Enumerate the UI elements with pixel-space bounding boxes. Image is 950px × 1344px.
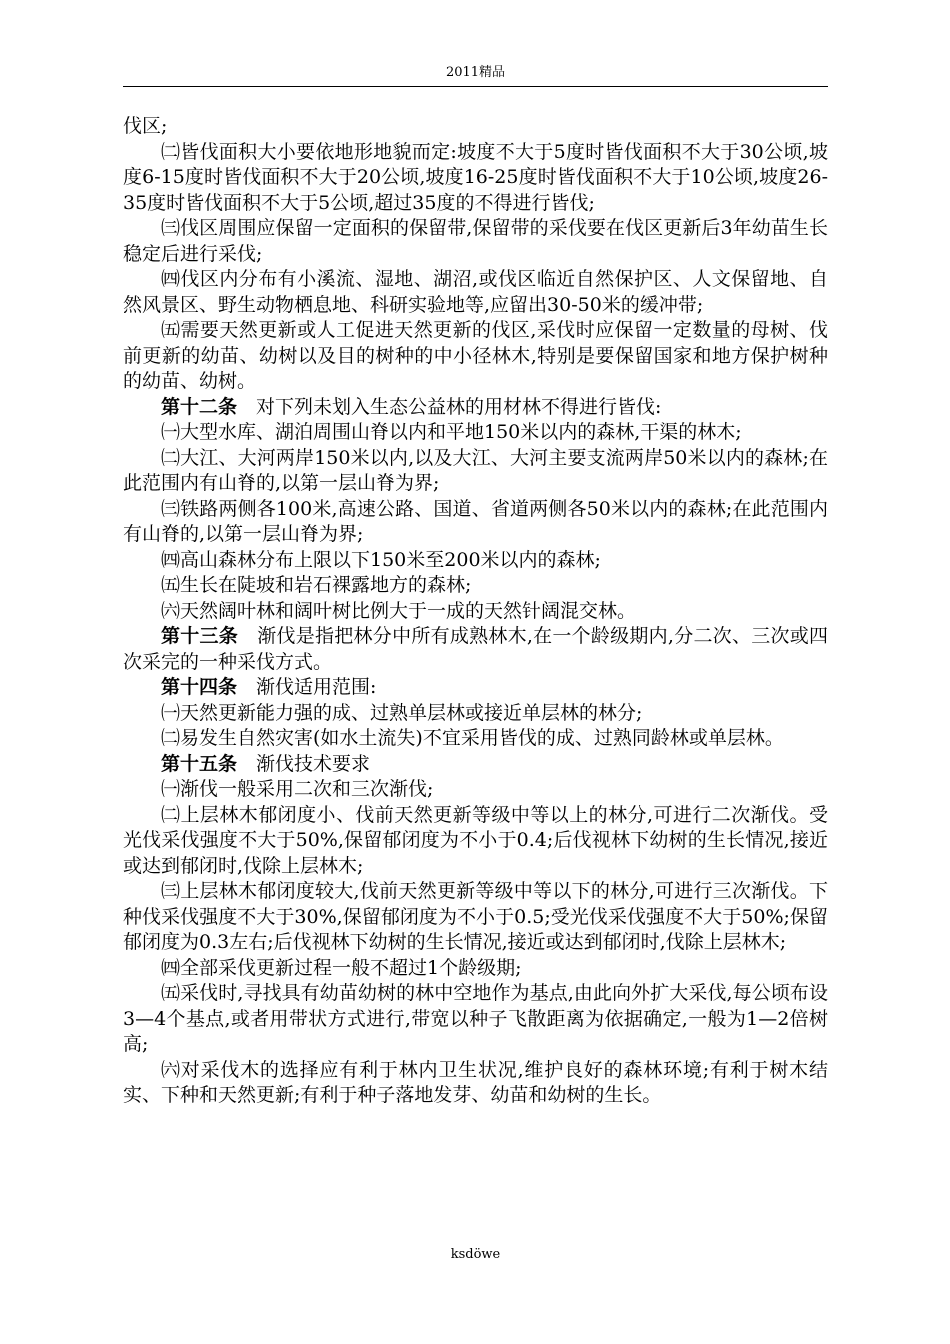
paragraph <box>123 956 828 982</box>
paragraph <box>123 318 828 395</box>
paragraph-text: 伐区; <box>123 115 168 137</box>
paragraph <box>123 446 828 497</box>
paragraph <box>123 140 828 217</box>
paragraph <box>123 879 828 956</box>
paragraph <box>123 573 828 599</box>
paragraph-text: 渐伐技术要求 <box>237 752 371 775</box>
paragraph-text: ㈢上层林木郁闭度较大,伐前天然更新等级中等以下的林分,可进行三次渐伐。下种伐采伐强度不大于30%,保留郁闭度为不小于0.5;受光伐采伐强度不大于50%;保留郁闭度为0.3左右;后伐视林下幼树的生长情况,接近或达到郁闭时,伐除上层林木; <box>123 880 828 953</box>
paragraph-text: ㈣全部采伐更新过程一般不超过1个龄级期; <box>161 956 522 979</box>
paragraph-text: ㈤生长在陡坡和岩石裸露地方的森林; <box>161 574 472 596</box>
paragraph <box>123 216 828 267</box>
paragraph-text: ㈣高山森林分布上限以下150米至200米以内的森林; <box>161 548 601 571</box>
paragraph <box>123 267 828 318</box>
page-header: 2011精品 <box>445 65 506 80</box>
paragraph <box>123 752 828 778</box>
article-number: 第十五条 <box>161 752 238 775</box>
paragraph <box>123 726 828 752</box>
paragraph-text: ㈡上层林木郁闭度小、伐前天然更新等级中等以上的林分,可进行二次渐伐。受光伐采伐强度不大于50%,保留郁闭度为不小于0.4;后伐视林下幼树的生长情况,接近或达到郁闭时,伐除上层林木; <box>123 803 828 877</box>
paragraph <box>123 420 828 446</box>
paragraph-text: ㈠天然更新能力强的成、过熟单层林或接近单层林的林分; <box>161 701 643 724</box>
paragraph-text: ㈥对采伐木的选择应有利于林内卫生状况,维护良好的森林环境;有利于树木结实、下种和天然更新;有利于种子落地发芽、幼苗和幼树的生长。 <box>123 1058 828 1106</box>
paragraph <box>123 624 828 675</box>
header-divider <box>123 86 828 87</box>
paragraph <box>123 1058 828 1109</box>
article-number: 第十四条 <box>161 676 238 698</box>
paragraph <box>123 803 828 880</box>
paragraph <box>123 599 828 625</box>
paragraph <box>123 675 828 701</box>
paragraph-text: ㈤采伐时,寻找具有幼苗幼树的林中空地作为基点,由此向外扩大采伐,每公顷布设3—4个基点,或者用带状方式进行,带宽以种子飞散距离为依据确定,一般为1—2倍树高; <box>123 982 828 1055</box>
paragraph-text: ㈣伐区内分布有小溪流、湿地、湖沼,或伐区临近自然保护区、人文保留地、自然风景区、野生动物栖息地、科研实验地等,应留出30-50米的缓冲带; <box>123 268 828 316</box>
paragraph-text: 渐伐是指把林分中所有成熟林木,在一个龄级期内,分二次、三次或四次采完的一种采伐方式。 <box>123 625 828 673</box>
page-footer: ksdöwe <box>450 1247 501 1262</box>
paragraph <box>123 981 828 1058</box>
article-number: 第十二条 <box>161 395 238 418</box>
paragraph-text: ㈤需要天然更新或人工促进天然更新的伐区,采伐时应保留一定数量的母树、伐前更新的幼苗、幼树以及目的树种的中小径林木,特别是要保留国家和地方保护树种的幼苗、幼树。 <box>123 319 828 392</box>
document-body <box>123 114 828 1109</box>
paragraph <box>123 548 828 574</box>
paragraph-text: ㈡大江、大河两岸150米以内,以及大江、大河主要支流两岸50米以内的森林;在此范围内有山脊的,以第一层山脊为界; <box>123 446 828 494</box>
paragraph <box>123 114 828 140</box>
paragraph-text: 渐伐适用范围: <box>237 676 377 698</box>
paragraph <box>123 701 828 727</box>
paragraph-text: ㈢铁路两侧各100米,高速公路、国道、省道两侧各50米以内的森林;在此范围内有山脊的,以第一层山脊为界; <box>123 497 828 545</box>
paragraph-text: ㈢伐区周围应保留一定面积的保留带,保留带的采伐要在伐区更新后3年幼苗生长稳定后进行采伐; <box>123 217 828 265</box>
paragraph-text: ㈠大型水库、湖泊周围山脊以内和平地150米以内的森林,干渠的林木; <box>161 421 742 443</box>
paragraph <box>123 777 828 803</box>
paragraph-text: ㈡易发生自然灾害(如水土流失)不宜采用皆伐的成、过熟同龄林或单层林。 <box>161 727 784 749</box>
paragraph-text: ㈠渐伐一般采用二次和三次渐伐; <box>161 778 434 800</box>
paragraph <box>123 497 828 548</box>
paragraph <box>123 395 828 421</box>
article-number: 第十三条 <box>161 625 239 647</box>
paragraph-text: ㈥天然阔叶林和阔叶树比例大于一成的天然针阔混交林。 <box>161 599 637 622</box>
paragraph-text: 对下列未划入生态公益林的用材林不得进行皆伐: <box>237 395 662 418</box>
paragraph-text: ㈡皆伐面积大小要依地形地貌而定:坡度不大于5度时皆伐面积不大于30公顷,坡度6-15度时皆伐面积不大于20公顷,坡度16-25度时皆伐面积不大于10公顷,坡度26-35度时皆伐面积不大于5公顷,超过35度的不得进行皆伐; <box>123 140 828 214</box>
